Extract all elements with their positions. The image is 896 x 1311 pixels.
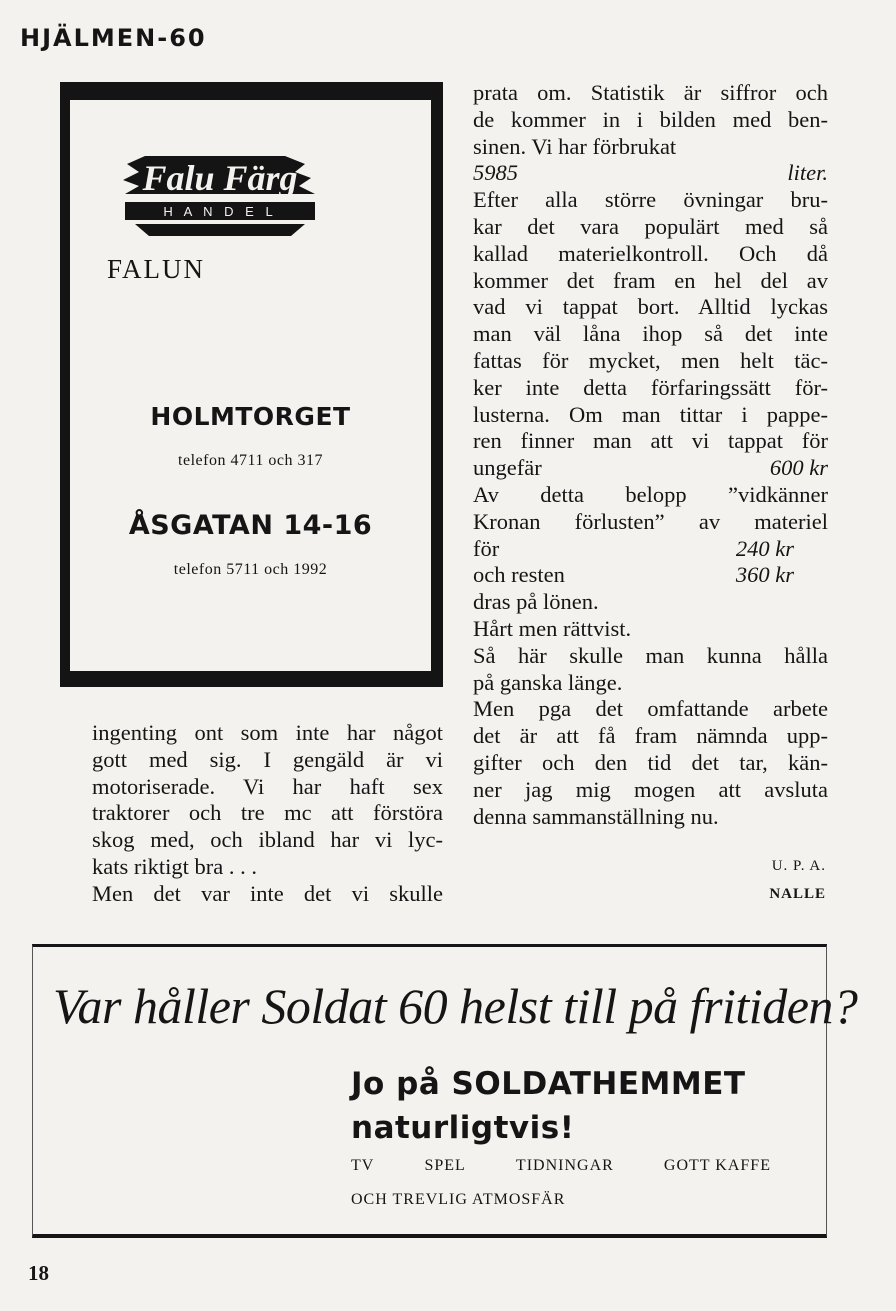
text-line: ingenting ont som inte har något [92,720,443,745]
text-line: skog med, och ibland har vi lyc- [92,827,443,853]
text-line: de kommer in i bilden med ben- [473,106,828,132]
crown-amount: 240 kr [735,535,794,561]
loss-amount: 600 kr [769,455,828,481]
text-line: gifter och den tid det tar, kän- [473,749,828,775]
text-line: kommer det fram en hel del av [473,267,828,293]
text-line: gott med sig. I gengäld är vi [92,746,443,772]
text-line: sinen. Vi har förbrukat [473,133,677,159]
store-phone-asgatan: telefon 5711 och 1992 [173,561,328,578]
text-line: Efter alla större övningar bru- [473,187,828,213]
ad-inner-panel [70,100,431,671]
text-line: fattas för mycket, men helt täc- [473,347,828,373]
text-line: Men pga det omfattande arbete [473,696,828,722]
text-line: Hårt men rättvist. [473,615,632,641]
text-line: Så här skulle man kunna hålla [473,642,828,668]
text-line: dras på lönen. [473,589,599,615]
falu-farg-advertisement [60,82,443,687]
soldathemmet-advertisement [32,944,858,1238]
page-number: 18 [28,1261,49,1285]
text-line: lusterna. Om man tittar i pappe- [473,401,828,427]
ad-headline-line2: naturligtvis! [351,1110,575,1146]
signature-name: NALLE [769,886,826,902]
loss-line [473,455,828,482]
crown-line [473,536,828,563]
signature-initials: U. P. A. [771,858,826,874]
text-line: kar det vara populärt med så [473,213,828,239]
text-line: ker inte detta förfaringssätt för- [473,374,828,400]
store-name-asgatan: ÅSGATAN 14-16 [128,510,373,541]
falu-farg-logo [115,142,325,262]
logo-wordmark: Falu Färg [142,158,298,198]
ad-city: FALUN [107,254,206,284]
rest-label: och resten [473,562,565,588]
right-column-text [473,80,828,830]
ad-headline-line1: Jo på SOLDATHEMMET [351,1066,746,1102]
text-line: kallad materielkontroll. Och då [473,240,828,266]
text-line: Av detta belopp ”vidkänner [473,481,828,507]
text-line: kats riktigt bra . . . [92,853,257,879]
rest-line [473,562,828,589]
loss-label: ungefär [473,455,542,481]
text-line: motoriserade. Vi har haft sex [92,773,443,799]
ad-offers-line2: OCH TREVLIG ATMOSFÄR [351,1191,566,1208]
text-line: prata om. Statistik är siffror och [473,80,828,105]
text-line: Kronan förlusten” av materiel [473,508,828,534]
text-line: Men det var inte det vi skulle [92,880,443,906]
offer-item: SPEL [424,1157,466,1174]
text-line: på ganska länge. [473,669,623,695]
ad-slogan: Var håller Soldat 60 helst till på fritiden? [53,978,858,1034]
offer-item: GOTT KAFFE [663,1157,771,1174]
running-head: HJÄLMEN-60 [20,24,207,52]
rest-amount: 360 kr [735,562,794,588]
store-phone-holmtorget: telefon 4711 och 317 [178,452,323,469]
offer-item: TIDNINGAR [515,1157,614,1174]
ad-offers [351,1157,771,1175]
text-line: man väl låna ihop så det inte [473,321,828,347]
ad-headline [351,1062,746,1150]
text-line: ren finner man att vi tappat för [473,428,828,454]
text-line: denna sammanställning nu. [473,803,719,829]
store-name-holmtorget: HOLMTORGET [150,402,351,431]
crown-label: för [473,535,500,561]
text-line: det är att få fram nämnda upp- [473,723,828,749]
left-column-text [92,720,443,908]
fuel-amount: 5985 liter. [473,160,828,186]
logo-subtitle: H A N D E L [163,204,277,219]
text-line: ner jag mig mogen att avsluta [473,776,828,802]
text-line: traktorer och tre mc att förstöra [92,800,443,826]
text-line: vad vi tappat bort. Alltid lyckas [473,294,828,320]
offer-item: TV [351,1157,375,1174]
